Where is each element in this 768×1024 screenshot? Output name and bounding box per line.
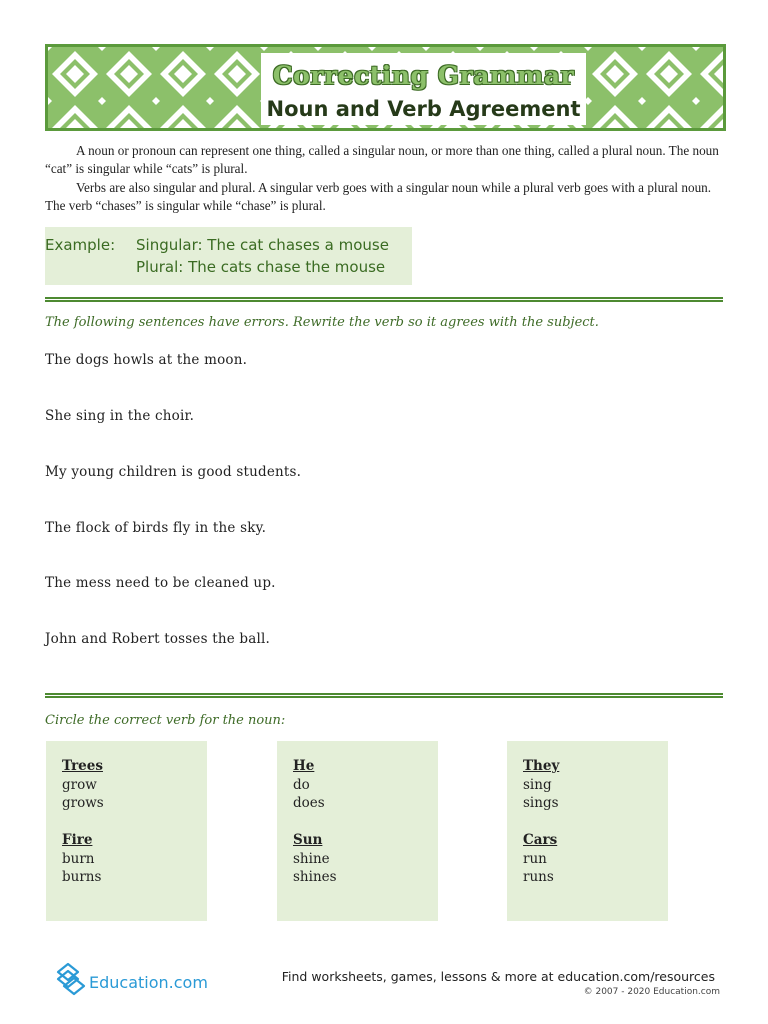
noun-label: Fire (62, 832, 93, 848)
example-label: Example: (45, 236, 116, 254)
divider-2 (45, 693, 723, 698)
intro-paragraph-1: A noun or pronoun can represent one thing, called a singular noun, or more than one thing, called a plural noun. The noun “cat” is singular while “cats” is plural. (45, 143, 719, 177)
noun-label: Trees (62, 758, 103, 774)
sentence-6: John and Robert tosses the ball. (45, 631, 271, 647)
footer-find-text: Find worksheets, games, lessons & more at education.com/resources (281, 969, 715, 984)
example-plural: Plural: The cats chase the mouse (136, 258, 386, 276)
verb-option[interactable]: burn (62, 850, 95, 867)
page-subtitle: Noun and Verb Agreement (266, 97, 581, 121)
example-box (45, 227, 412, 285)
page-title: Correcting Grammar (272, 61, 575, 90)
noun-label: He (293, 758, 315, 774)
intro-text (45, 142, 723, 215)
footer-copyright: © 2007 - 2020 Education.com (583, 987, 720, 997)
verb-option[interactable]: burns (62, 869, 102, 885)
verb-option[interactable]: sing (523, 776, 552, 793)
verb-option[interactable]: do (293, 776, 310, 793)
sentence-4: The flock of birds fly in the sky. (45, 520, 267, 536)
noun-label: They (523, 758, 560, 774)
header-banner (45, 44, 726, 131)
verb-box-1 (46, 741, 207, 921)
example-singular: Singular: The cat chases a mouse (136, 236, 389, 254)
divider-1 (45, 297, 723, 302)
title-box (261, 53, 586, 125)
verb-group (62, 757, 104, 813)
verb-option[interactable]: run (523, 850, 547, 867)
section-2-instruction: Circle the correct verb for the noun: (45, 713, 286, 728)
section-1-instruction: The following sentences have errors. Rewrite the verb so it agrees with the subject. (45, 315, 599, 330)
logo-icon (54, 962, 88, 998)
verb-box-3 (507, 741, 668, 921)
noun-label: Cars (523, 832, 558, 848)
intro-paragraph-2: Verbs are also singular and plural. A singular verb goes with a singular noun while a plural verb goes with a plural noun. The verb “chases” is singular while “chase” is plural. (45, 179, 712, 213)
verb-box-2 (277, 741, 438, 921)
verb-group (523, 831, 557, 887)
verb-option[interactable]: shines (293, 869, 337, 885)
verb-option[interactable]: grows (62, 795, 104, 811)
education-logo[interactable] (54, 962, 208, 998)
logo-text: Education.com (89, 973, 208, 992)
sentence-2: She sing in the choir. (45, 408, 195, 424)
sentence-3: My young children is good students. (45, 464, 302, 480)
sentence-5: The mess need to be cleaned up. (45, 575, 276, 591)
verb-option[interactable]: sings (523, 795, 559, 811)
sentence-1: The dogs howls at the moon. (45, 352, 248, 368)
verb-option[interactable]: grow (62, 776, 97, 793)
noun-label: Sun (293, 832, 323, 848)
verb-group (293, 831, 337, 887)
verb-group (523, 757, 559, 813)
verb-option[interactable]: shine (293, 850, 330, 867)
verb-group (293, 757, 325, 813)
verb-group (62, 831, 101, 887)
verb-option[interactable]: does (293, 795, 325, 811)
verb-option[interactable]: runs (523, 869, 554, 885)
